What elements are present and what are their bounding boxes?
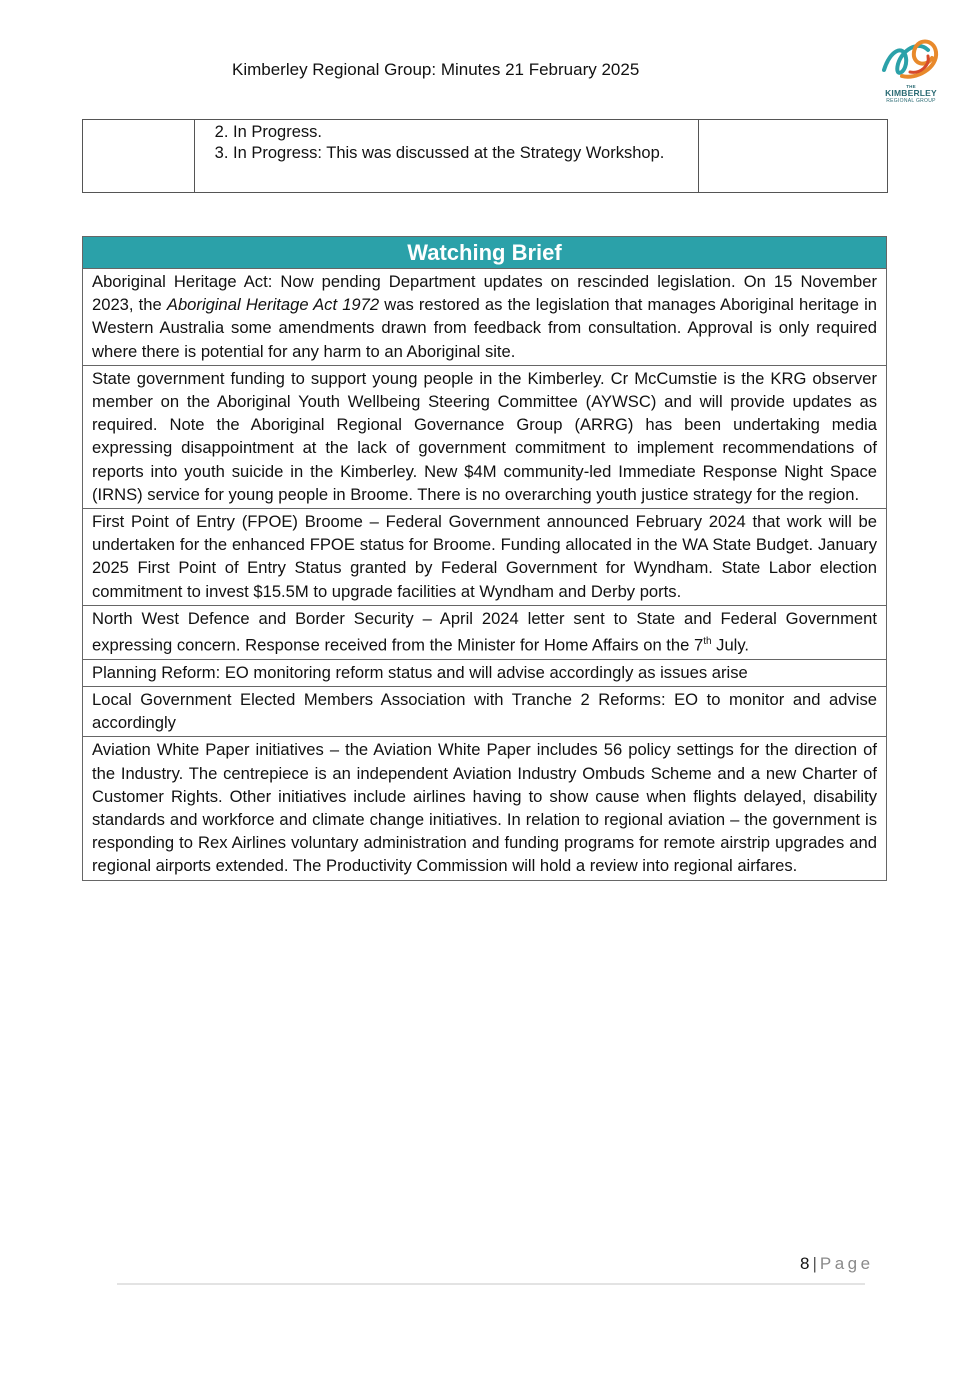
list-item: 3. In Progress: This was discussed at the Strategy Workshop. <box>233 143 698 164</box>
row-text: Aboriginal Heritage Act: Now pending Department updates on rescinded legislation. On 15 November 2023, the <box>92 272 877 315</box>
table-row <box>83 120 888 193</box>
logo-name: KIMBERLEY <box>885 88 937 98</box>
watching-brief-row-planning: Planning Reform: EO monitoring reform status and will advise accordingly as issues arise <box>83 659 886 686</box>
watching-brief-row-defence <box>83 605 886 659</box>
footer-divider <box>117 1283 865 1285</box>
watching-brief-title: Watching Brief <box>83 237 886 269</box>
row-superscript: th <box>703 636 712 648</box>
page-label: Page <box>819 1254 874 1273</box>
logo-the: THE <box>906 84 916 89</box>
row-text: was restored as the legislation that manages Aboriginal heritage in Western Australia some amendments drawn from feedback from consultation. Approval is only required where there is potential for any harm to an Aboriginal site. <box>92 295 877 361</box>
page-footer <box>800 1254 874 1274</box>
logo-sub: REGIONAL GROUP <box>886 98 936 104</box>
watching-brief-table <box>82 236 887 881</box>
table-cell-empty <box>699 120 888 193</box>
row-italic-text: Aboriginal Heritage Act 1972 <box>166 295 380 315</box>
page-separator: | <box>812 1254 817 1273</box>
table-cell-empty <box>83 120 195 193</box>
status-list <box>195 122 698 164</box>
page-header-title: Kimberley Regional Group: Minutes 21 February 2025 <box>232 60 640 79</box>
list-item: 2. In Progress. <box>233 122 698 143</box>
row-text: July. <box>711 635 750 655</box>
logo-wordmark <box>876 84 946 104</box>
watching-brief-rows <box>83 269 886 880</box>
page-number: 8 <box>800 1254 810 1273</box>
continued-actions-table <box>82 119 888 193</box>
table-cell-status <box>195 120 699 193</box>
watching-brief-row-fpoe: First Point of Entry (FPOE) Broome – Federal Government announced February 2024 that work will be undertaken for the enhanced FPOE status for Broome. Funding allocated in the WA State Budget. January 2025 First Point of Entry Status granted by Federal Government for Wyndham. State Labor election commitment to invest $15.5M to upgrade facilities at Wyndham and Derby ports. <box>83 508 886 605</box>
watching-brief-row-youth: State government funding to support young people in the Kimberley. Cr McCumstie is the KRG observer member on the Aboriginal Youth Wellbeing Steering Committee (AYWSC) and will provide updates as required. Note the Aboriginal Regional Governance Group (ARRG) has been undertaking media expressing disappointment at the lack of government commitment to implement recommendations of reports into youth suicide in the Kimberley. New $4M community-led Immediate Response Night Space (IRNS) service for young people in Broome. There is no overarching youth justice strategy for the region. <box>83 365 886 508</box>
row-text: North West Defence and Border Security – April 2024 letter sent to State and Federal Government expressing concern. Response received from the Minister for Home Affairs on the 7 <box>92 608 877 655</box>
watching-brief-row-aviation: Aviation White Paper initiatives – the Aviation White Paper includes 56 policy settings for the direction of the Industry. The centrepiece is an independent Aviation Industry Ombuds Scheme and a new Charter of Customer Rights. Other initiatives include airlines having to show cause when flights delayed, disability standards and workforce and climate change initiatives. In relation to regional aviation – the government is responding to Rex Airlines voluntary administration and funding programs for remote airstrip upgrades and regional airports extended. The Productivity Commission will hold a review into regional airfares. <box>83 736 886 879</box>
watching-brief-row-heritage <box>83 269 886 365</box>
watching-brief-row-lgema: Local Government Elected Members Association with Tranche 2 Reforms: EO to monitor and advise accordingly <box>83 686 886 736</box>
